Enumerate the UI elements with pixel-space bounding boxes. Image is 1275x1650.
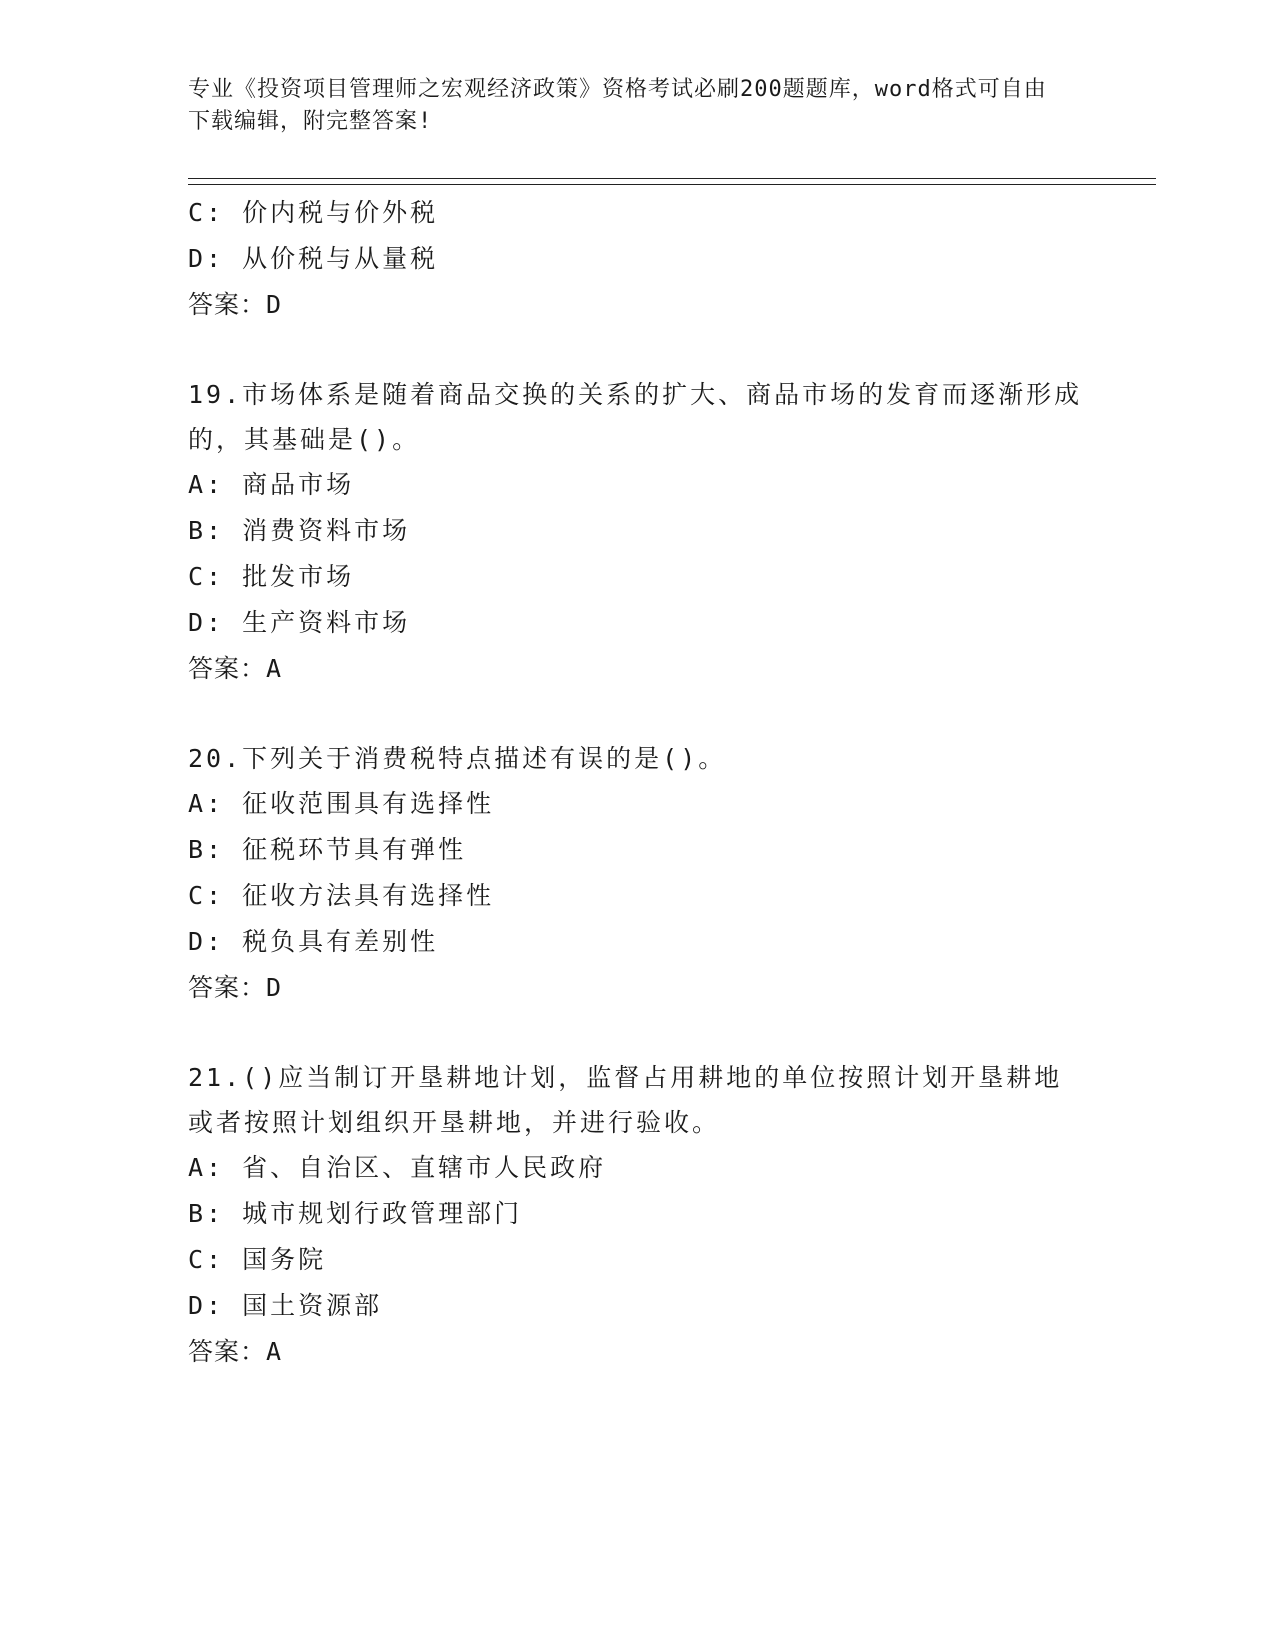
question-stem: 市场体系是随着商品交换的关系的扩大、商品市场的发育而逐渐形成的，其基础是()。 <box>188 380 1083 454</box>
question-number: 21. <box>188 1063 243 1092</box>
option-a <box>188 462 1088 508</box>
option-d <box>188 919 1088 965</box>
option-text: 税负具有差别性 <box>242 927 439 956</box>
option-label: C: <box>188 198 225 227</box>
option-label: C: <box>188 1245 225 1274</box>
option-label: D: <box>188 1291 225 1320</box>
option-d <box>188 236 1088 282</box>
option-c <box>188 1237 1088 1283</box>
option-b <box>188 1191 1088 1237</box>
option-text: 商品市场 <box>242 470 355 499</box>
answer-line: 答案：A <box>188 654 283 683</box>
option-a <box>188 781 1088 827</box>
option-text: 城市规划行政管理部门 <box>242 1199 523 1228</box>
question-number: 19. <box>188 380 243 409</box>
question-19-text <box>188 372 1088 462</box>
option-d <box>188 600 1088 646</box>
option-text: 征收方法具有选择性 <box>242 881 495 910</box>
option-label: D: <box>188 244 225 273</box>
option-label: B: <box>188 516 225 545</box>
question-stem: ()应当制订开垦耕地计划，监督占用耕地的单位按照计划开垦耕地或者按照计划组织开垦耕地，并进行验收。 <box>188 1063 1063 1137</box>
question-content <box>188 190 1088 1375</box>
option-text: 批发市场 <box>242 562 355 591</box>
option-c <box>188 554 1088 600</box>
option-b <box>188 508 1088 554</box>
option-text: 省、自治区、直辖市人民政府 <box>242 1153 607 1182</box>
option-label: B: <box>188 835 225 864</box>
answer-line: 答案：D <box>188 973 283 1002</box>
question-number: 20. <box>188 744 243 773</box>
option-c <box>188 190 1088 236</box>
question-20-text <box>188 736 1088 781</box>
option-label: A: <box>188 789 225 818</box>
answer-line: 答案：D <box>188 290 283 319</box>
option-b <box>188 827 1088 873</box>
option-text: 征收范围具有选择性 <box>242 789 495 818</box>
option-text: 价内税与价外税 <box>242 198 439 227</box>
option-label: A: <box>188 1153 225 1182</box>
option-label: D: <box>188 927 225 956</box>
option-label: B: <box>188 1199 225 1228</box>
option-label: C: <box>188 562 225 591</box>
option-text: 国务院 <box>242 1245 327 1274</box>
option-label: D: <box>188 608 225 637</box>
option-text: 消费资料市场 <box>242 516 411 545</box>
answer-line: 答案：A <box>188 1337 283 1366</box>
option-d <box>188 1283 1088 1329</box>
question-stem: 下列关于消费税特点描述有误的是()。 <box>242 744 727 773</box>
document-header: 专业《投资项目管理师之宏观经济政策》资格考试必刷200题题库，word格式可自由下载编辑，附完整答案! <box>188 77 1047 134</box>
option-text: 征税环节具有弹性 <box>242 835 467 864</box>
option-a <box>188 1145 1088 1191</box>
option-text: 生产资料市场 <box>242 608 411 637</box>
option-text: 从价税与从量税 <box>242 244 439 273</box>
option-text: 国土资源部 <box>242 1291 383 1320</box>
header-double-rule <box>188 178 1156 185</box>
question-21-text <box>188 1055 1088 1145</box>
option-label: C: <box>188 881 225 910</box>
option-label: A: <box>188 470 225 499</box>
option-c <box>188 873 1088 919</box>
